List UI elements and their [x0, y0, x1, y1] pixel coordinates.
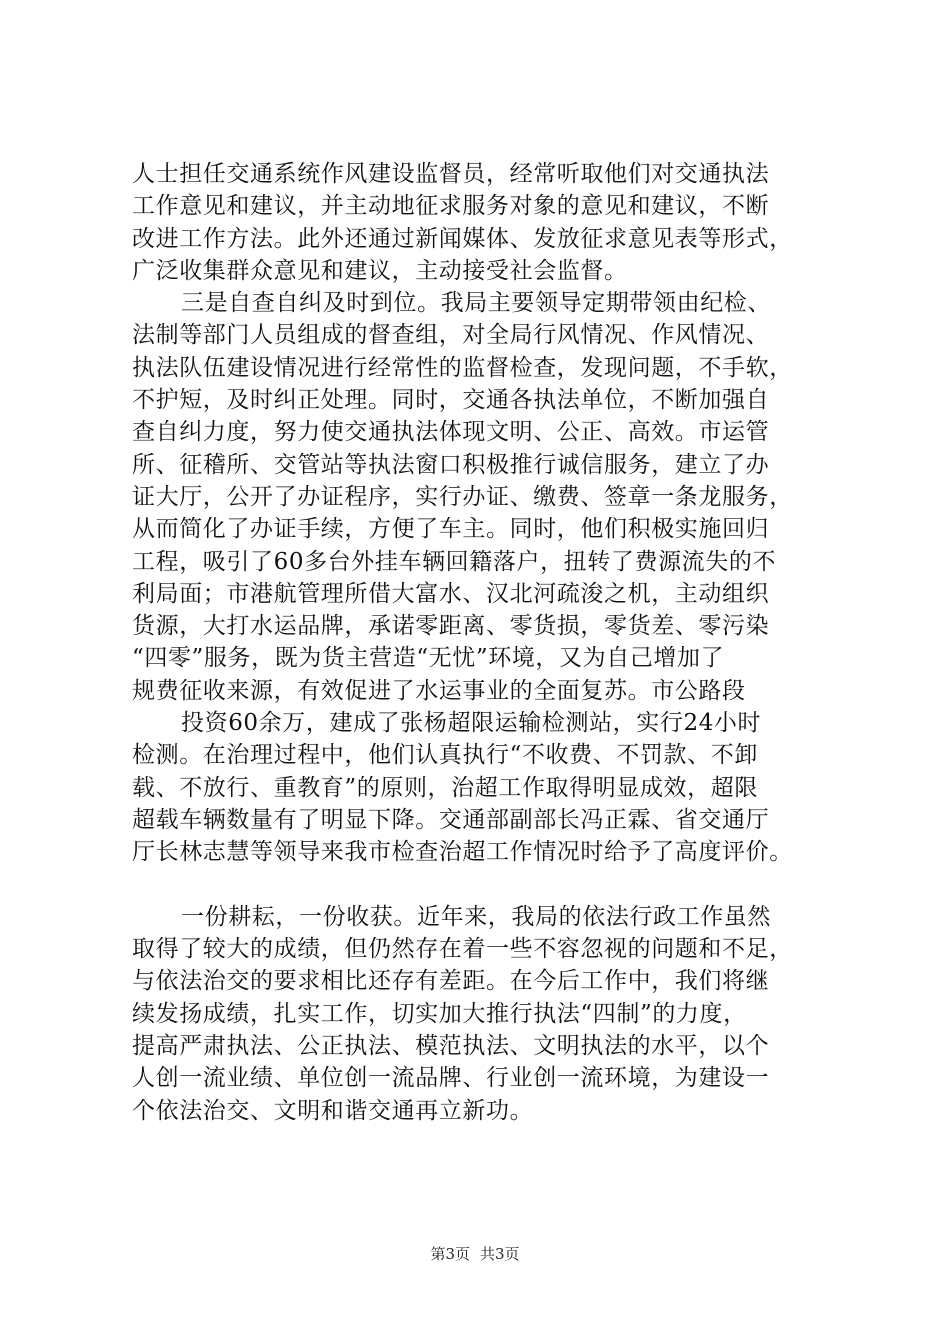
text-line: 广泛收集群众意见和建议，主动接受社会监督。 [132, 257, 628, 284]
paragraph-investment [132, 707, 832, 868]
text-line: 执法队伍建设情况进行经常性的监督检查，发现问题，不手软， [132, 354, 793, 381]
text-line: 厅长林志慧等领导来我市检查治超工作情况时给予了高度评价。 [132, 839, 793, 866]
text-line: 三是自查自纠及时到位。我局主要领导定期带领由纪检、 [181, 290, 771, 317]
text-line: 超载车辆数量有了明显下降。交通部副部长冯正霖、省交通厅 [132, 806, 770, 833]
text-line: 人创一流业绩、单位创一流品牌、行业创一流环境，为建设一 [132, 1065, 770, 1092]
paragraph-gap [132, 869, 832, 901]
text-line: 货源，大打水运品牌，承诺零距离、零货损，零货差、零污染 [132, 613, 770, 640]
text-line: 法制等部门人员组成的督查组，对全局行风情况、作风情况、 [132, 322, 770, 349]
text-line: 载、不放行、重教育”的原则，治超工作取得明显成效，超限 [132, 774, 758, 801]
text-line: “四零”服务，既为货主营造“无忧”环境，又为自己增加了 [132, 645, 725, 672]
text-line: 投资60余万，建成了张杨超限运输检测站，实行24小时 [181, 710, 762, 737]
document-body [132, 158, 832, 1127]
text-line: 从而简化了办证手续，方便了车主。同时，他们积极实施回归 [132, 516, 770, 543]
text-line: 与依法治交的要求相比还存有差距。在今后工作中，我们将继 [132, 968, 770, 995]
text-line: 证大厅，公开了办证程序，实行办证、缴费、签章一条龙服务， [132, 483, 793, 510]
text-line: 检测。在治理过程中，他们认真执行“不收费、不罚款、不卸 [132, 742, 758, 769]
page-number: 第3页 [430, 1245, 470, 1263]
page-total: 共3页 [480, 1245, 520, 1263]
text-line: 不护短，及时纠正处理。同时，交通各执法单位，不断加强自 [132, 387, 770, 414]
text-line: 工程，吸引了60多台外挂车辆回籍落户，扭转了费源流失的不 [132, 548, 777, 575]
paragraph-self-check [132, 287, 832, 707]
text-line: 利局面；市港航管理所借大富水、汉北河疏浚之机，主动组织 [132, 580, 770, 607]
text-line: 所、征稽所、交管站等执法窗口积极推行诚信服务，建立了办 [132, 451, 770, 478]
text-line: 续发扬成绩，扎实工作，切实加大推行执法“四制”的力度， [132, 1000, 747, 1027]
text-line: 个依法治交、文明和谐交通再立新功。 [132, 1097, 534, 1124]
text-line: 工作意见和建议，并主动地征求服务对象的意见和建议，不断 [132, 193, 770, 220]
paragraph-conclusion [132, 901, 832, 1127]
text-line: 规费征收来源，有效促进了水运事业的全面复苏。市公路段 [132, 677, 746, 704]
text-line: 提高严肃执法、公正执法、模范执法、文明执法的水平，以个 [132, 1033, 770, 1060]
text-line: 一份耕耘，一份收获。近年来，我局的依法行政工作虽然 [181, 903, 771, 930]
text-line: 改进工作方法。此外还通过新闻媒体、发放征求意见表等形式， [132, 225, 793, 252]
page-footer [0, 1244, 950, 1264]
text-line: 取得了较大的成绩，但仍然存在着一些不容忽视的问题和不足， [132, 936, 793, 963]
text-line: 人士担任交通系统作风建设监督员，经常听取他们对交通执法 [132, 161, 770, 187]
text-line: 查自纠力度，努力使交通执法体现文明、公正、高效。市运管 [132, 419, 770, 446]
paragraph-continuation [132, 158, 832, 287]
